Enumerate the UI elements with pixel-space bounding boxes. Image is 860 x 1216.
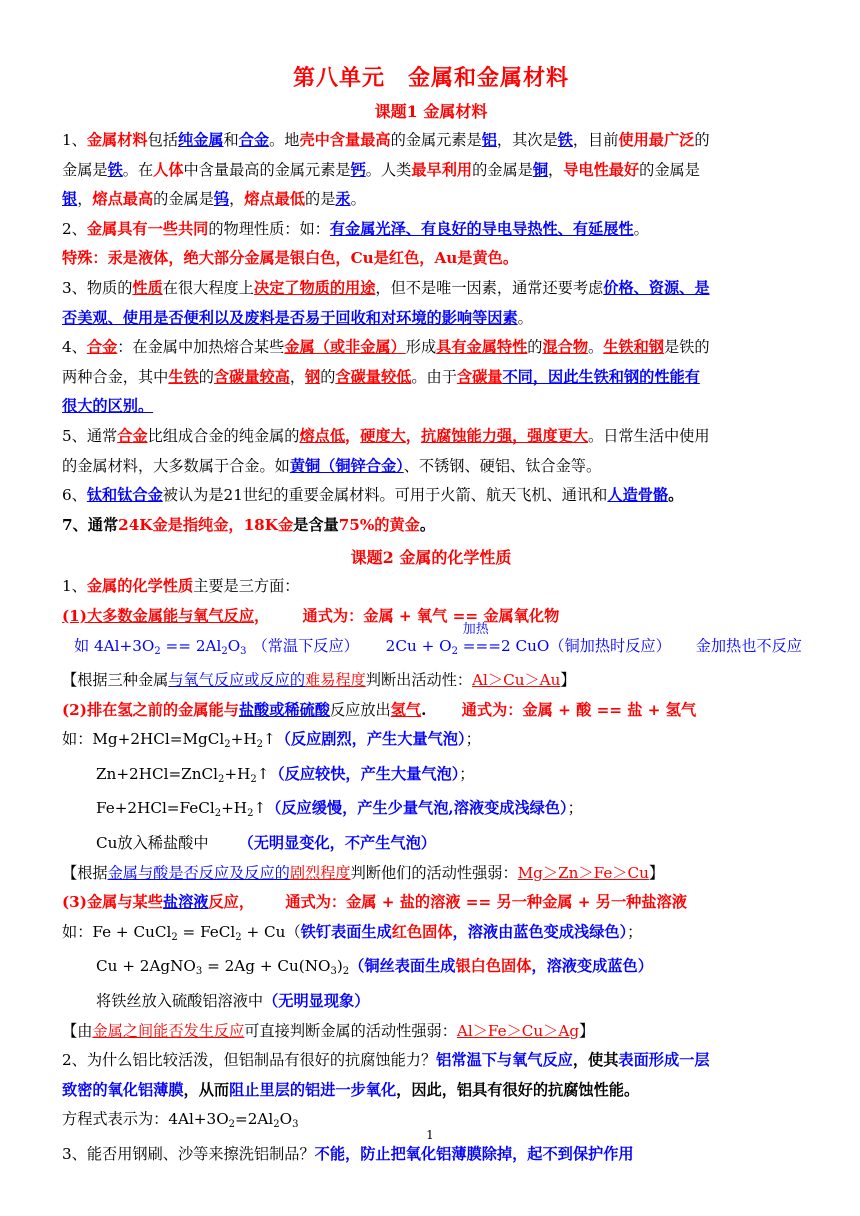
l2-f2: Cu + 2AgNO$_3$ = $2Ag + Cu(NO_3)_2$（铜丝表面生成银白色固体，溶液变成蓝色） [96, 957, 653, 978]
l1-p4c: 很大的区别。 [62, 397, 154, 416]
unit-title: 第八单元 金属和金属材料 [292, 65, 569, 91]
page-number: 1 [426, 1128, 434, 1142]
document-page [62, 58, 800, 1170]
l2-e3: $Fe+2HCl=FeCl_2+H_2↑$（反应缓慢，产生少量气泡,溶液变成浅绿色）； [96, 799, 583, 820]
l2-e2: $Zn+2HCl=ZnCl_2+H_2↑$（反应较快，产生大量气泡）； [96, 764, 475, 785]
l1-p6: 6、钛和钛合金被认为是21世纪的重要金属材料。可用于火箭、航天飞机、通讯和人造骨骼。 [62, 486, 684, 505]
l1-p4b: 两种合金，其中生铁的含碳量较高，钢的含碳量较低。由于含碳量不同，因此生铁和钢的性能有 [62, 367, 700, 386]
heating-condition: 加热 === [462, 621, 501, 655]
l2-f3: 将铁丝放入硫酸铝溶液中（无明显现象） [96, 992, 370, 1011]
l2-j3: 【由金属之间能否发生反应可直接判断金属的活动性强弱：Al＞Fe＞Cu＞Ag】 [62, 1021, 595, 1040]
l1-p3: 3、物质的性质在很大程度上决定了物质的用途，但不是唯一因素，通常还要考虑价格、资源、是 [62, 278, 710, 297]
l2-j2: 【根据金属与酸是否反应及反应的剧烈程度判断他们的活动性强弱：Mg＞Zn＞Fe＞Cu】 [62, 863, 665, 882]
l1-special: 特殊：汞是液体，绝大部分金属是银白色，Cu是红色，Au是黄色。 [62, 249, 519, 268]
l2-q3: 3、能否用钢刷、沙等来擦洗铝制品？不能，防止把氧化铝薄膜除掉，起不到保护作用 [62, 1145, 634, 1163]
l1-p5: 5、通常合金比组成合金的纯金属的熔点低，硬度大，抗腐蚀能力强，强度更大。日常生活中使用 [62, 426, 710, 445]
l2-e1: 如：$Mg+2HCl=MgCl_2+H_2↑$（反应剧烈，产生大量气泡）； [62, 730, 481, 751]
l2-f1: 如：Fe + CuCl$_2$ = FeCl$_2$ + Cu（铁钉表面生成红色固体，溶液由蓝色变成浅绿色）； [62, 922, 643, 943]
l1-p7: 7、通常24K金是指纯金，18K金是含量75%的黄金。 [62, 515, 436, 534]
l1-p5b: 的金属材料，大多数属于合金。如黄铜（铜锌合金）、不锈钢、硬铝、钛合金等。 [62, 456, 602, 475]
l1-p1: 1、金属材料包括纯金属和合金。地壳中含量最高的金属元素是铝，其次是铁，目前使用最广泛的 [62, 131, 710, 149]
l2-s1: (1)大多数金属能与氧气反应， 通式为：金属 + 氧气 == 金属氧化物 [62, 606, 560, 625]
l2-s1-eq: 如 $4Al+3O_2 == 2Al_2O_3$ （常温下反应） $2Cu + O_2$ 加热 ===2 CuO（铜加热时反应） 金加热也不反应 [62, 632, 800, 667]
l1-p1b: 金属是铁。在人体中含量最高的金属元素是钙。人类最早利用的金属是铜，导电性最好的金属是 [62, 160, 700, 179]
l2-q1: 1、金属的化学性质主要是三方面： [62, 577, 300, 596]
l2-e4: Cu放入稀盐酸中 （无明显变化，不产生气泡） [96, 834, 436, 853]
l2-j1: 【根据三种金属与氧气反应或反应的难易程度判断出活动性：Al＞Cu＞Au】 [62, 671, 576, 690]
l2-q2: 2、为什么铝比较活泼，但铝制品有很好的抗腐蚀能力？铝常温下与氧气反应，使其表面形成一层 [62, 1051, 710, 1070]
l2-s3: (3)金属与某些盐溶液反应， 通式为：金属 + 盐的溶液 == 另一种金属 + 另一种盐溶液 [62, 893, 687, 912]
l2-s2: (2)排在氢之前的金属能与盐酸或稀硫酸反应放出氢气. 通式为：金属 + 酸 == 盐 + 氢气 [62, 700, 697, 719]
l1-p4: 4、合金：在金属中加热熔合某些金属（或非金属）形成具有金属特性的混合物。生铁和钢是铁的 [62, 338, 710, 357]
l2-q2c: 方程式表示为：$4Al+3O_2=2Al_2O_3$ [62, 1110, 299, 1131]
l1-p3b: 否美观、使用是否便利以及废料是否易于回收和对环境的影响等因素。 [62, 308, 533, 327]
l1-p1c: 银，熔点最高的金属是钨，熔点最低的是汞。 [62, 190, 366, 209]
l1-p2: 2、金属具有一些共同的物理性质：如：有金属光泽、有良好的导电导热性、有延展性。 [62, 219, 649, 238]
l2-q2b: 致密的氧化铝薄膜，从而阻止里层的铝进一步氧化，因此，铝具有很好的抗腐蚀性能。 [62, 1080, 640, 1099]
lesson2-title: 课题2 金属的化学性质 [350, 548, 512, 568]
lesson1-title: 课题1 金属材料 [374, 102, 488, 121]
